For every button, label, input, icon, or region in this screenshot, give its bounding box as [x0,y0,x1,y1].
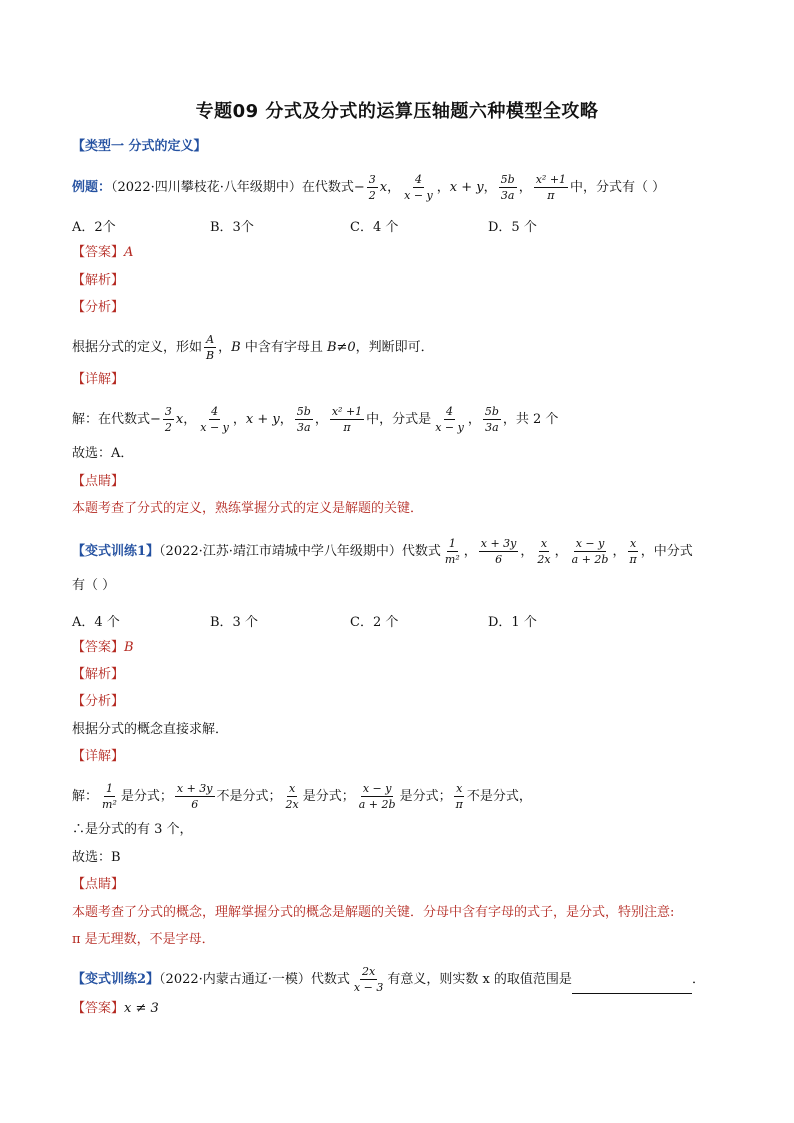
comma: ， [483,180,497,195]
fraction-denominator: 3a [297,421,311,434]
fraction-numerator: 4 [446,405,453,418]
answer-line [72,638,134,658]
example-source: （2022·四川攀枝花·八年级期中）在代数式 [111,180,354,195]
fraction-denominator: 6 [495,553,503,566]
therefore-line: ∴是分式的有 3 个， [72,822,193,837]
answer-label: 【答案】 [72,1001,125,1016]
comma: ， [387,180,401,195]
comma: ， [467,412,481,427]
answer-value: B [124,640,134,655]
answer-value: A [124,245,134,260]
solution-mid: 中，分式是 [366,412,432,427]
comma: ， [518,180,532,195]
fraction-denominator: a + 2b [358,798,396,811]
variant2-source: （2022·内蒙古通辽·一模）代数式 [159,972,350,987]
fenxi-label: 【分析】 [72,300,125,315]
fraction-numerator: 1 [448,537,456,550]
fenxi-label: 【分析】 [72,694,125,709]
choose-line: 故选：A． [72,446,134,461]
comma: ， [520,544,534,559]
fraction-numerator: x + 3y [176,782,213,795]
dianjing-label: 【点睛】 [72,877,125,892]
fraction-numerator: 5b [484,405,499,418]
solution-line [72,405,558,434]
fraction-denominator: m² [444,553,460,566]
variant2-tail: 有意义，则实数 x 的取值范围是 [387,972,572,987]
verdict: 不是分式； [216,789,282,804]
variant2-question [72,965,705,994]
jiexi-label: 【解析】 [72,667,125,682]
fraction-denominator: x − 3 [353,981,384,994]
fraction [295,405,313,434]
fraction-numerator: x [456,782,463,795]
variant1-tail: ，中分式 [640,544,693,559]
comma: ， [279,412,293,427]
analysis-mid: 中含有字母且 [240,340,327,355]
variable: x [175,412,184,427]
option-c: C．2 个 [350,615,399,630]
fraction [627,537,638,566]
solution-prefix: 解：在代数式− [72,412,161,427]
option-d: D．1 个 [488,615,537,630]
fraction-denominator: 6 [191,798,199,811]
fraction-numerator: x² +1 [331,405,363,418]
comma: ， [554,544,568,559]
fraction-denominator: x − y [200,421,229,434]
fraction [534,173,568,202]
answer-label: 【答案】 [72,245,125,260]
fraction [479,537,519,566]
fraction-denominator: x − y [404,189,433,202]
variant1-question [72,537,693,566]
fraction-numerator: x − y [575,537,605,550]
analysis-text: 根据分式的概念直接求解． [72,722,229,737]
question-tail: 中，分式有（ ） [570,180,666,195]
answer-line [72,999,159,1019]
expression: x + y [449,180,484,195]
solution-prefix: 解： [72,789,99,804]
option-c: C．4 个 [350,220,399,235]
expression: x + y [245,412,280,427]
option-b: B．3 个 [210,615,258,630]
fraction [352,965,385,994]
fraction [535,537,552,566]
fraction [284,782,301,811]
fraction-numerator: 3 [164,405,172,418]
option-d: D．5 个 [488,220,537,235]
fraction-denominator: π [629,553,637,566]
fraction [499,173,517,202]
fraction [198,405,231,434]
fraction-numerator: x [540,537,548,550]
fraction [402,173,435,202]
fraction [204,333,216,362]
analysis-end: ，判断即可． [355,340,434,355]
fraction [100,782,119,811]
fraction-numerator: x + 3y [480,537,517,550]
section-heading: 【类型一 分式的定义】 [72,139,207,154]
answer-value: x ≠ 3 [124,1001,159,1016]
solution-end: ，共 2 个 [502,412,559,427]
comma: ， [436,180,450,195]
option-a: A．4 个 [72,615,120,630]
fraction [330,405,364,434]
fraction-denominator: 2x [537,553,551,566]
verdict: 是分式； [120,789,173,804]
verdict: 是分式； [399,789,452,804]
condition: B≠0 [326,340,356,355]
variable: B [231,340,241,355]
dianjing-label: 【点睛】 [72,474,125,489]
fraction-numerator: A [206,333,215,346]
fraction-numerator: 1 [105,782,113,795]
fraction-numerator: x [629,537,637,550]
fraction-numerator: x − y [362,782,392,795]
fraction-numerator: 5b [500,173,515,186]
variant2-label: 【变式训练2】 [72,972,160,987]
fraction-numerator: 2x [362,965,376,978]
option-a: A．2个 [72,220,116,235]
comment-text: π 是无理数，不是字母． [72,932,215,947]
fraction-numerator: 3 [368,173,376,186]
xiangjie-label: 【详解】 [72,749,125,764]
example-label: 例题： [72,180,112,195]
fraction-numerator: x [289,782,296,795]
comma: ， [183,412,197,427]
fraction [175,782,215,811]
fraction [570,537,611,566]
period: ． [691,972,705,987]
verdict: 不是分式， [466,789,532,804]
answer-label: 【答案】 [72,640,125,655]
fraction-denominator: 3a [485,421,499,434]
fraction [367,173,378,202]
fraction-denominator: m² [102,798,117,811]
fraction-denominator: π [455,798,463,811]
verdict: 是分式； [302,789,355,804]
variant1-label: 【变式训练1】 [72,544,160,559]
fraction-denominator: x − y [435,421,464,434]
fraction-denominator: 3a [500,189,515,202]
fraction [357,782,398,811]
fraction [454,782,465,811]
comma: ， [314,412,328,427]
comment-text: 本题考查了分式的概念，理解掌握分式的概念是解题的关键．分母中含有字母的式子，是分式，特别注意: [72,905,675,920]
variable: x [379,180,388,195]
variant1-tail2: 有（ ） [72,578,116,593]
comma: ， [612,544,626,559]
fraction [443,537,462,566]
analysis-prefix: 根据分式的定义，形如 [72,340,203,355]
analysis-text [72,333,434,362]
page-title: 专题09 分式及分式的运算压轴题六种模型全攻略 [195,101,599,122]
jiexi-label: 【解析】 [72,273,125,288]
fraction-numerator: x² +1 [535,173,567,186]
answer-blank[interactable] [572,979,692,994]
fraction-denominator: B [206,349,215,362]
answer-line [72,243,133,263]
example-question [72,173,665,202]
fraction-numerator: 4 [414,173,422,186]
fraction-denominator: 2x [285,798,299,811]
comma: ， [232,412,246,427]
comma: ， [463,544,477,559]
minus-sign: − [353,180,365,195]
fraction-denominator: a + 2b [571,553,609,566]
fraction-denominator: π [547,189,555,202]
fraction-denominator: 2 [368,189,376,202]
fraction [163,405,174,434]
fraction-denominator: 2 [164,421,172,434]
comment-text: 本题考查了分式的定义，熟练掌握分式的定义是解题的关键． [72,501,424,516]
xiangjie-label: 【详解】 [72,372,125,387]
variant1-source: （2022·江苏·靖江市靖城中学八年级期中）代数式 [159,544,441,559]
fraction-numerator: 4 [211,405,219,418]
option-b: B．3个 [210,220,254,235]
comma: ， [218,340,232,355]
variant1-solution [72,782,532,811]
fraction-denominator: π [343,421,351,434]
fraction-numerator: 5b [296,405,311,418]
fraction [433,405,466,434]
fraction [483,405,501,434]
choose-line: 故选：B [72,850,121,865]
